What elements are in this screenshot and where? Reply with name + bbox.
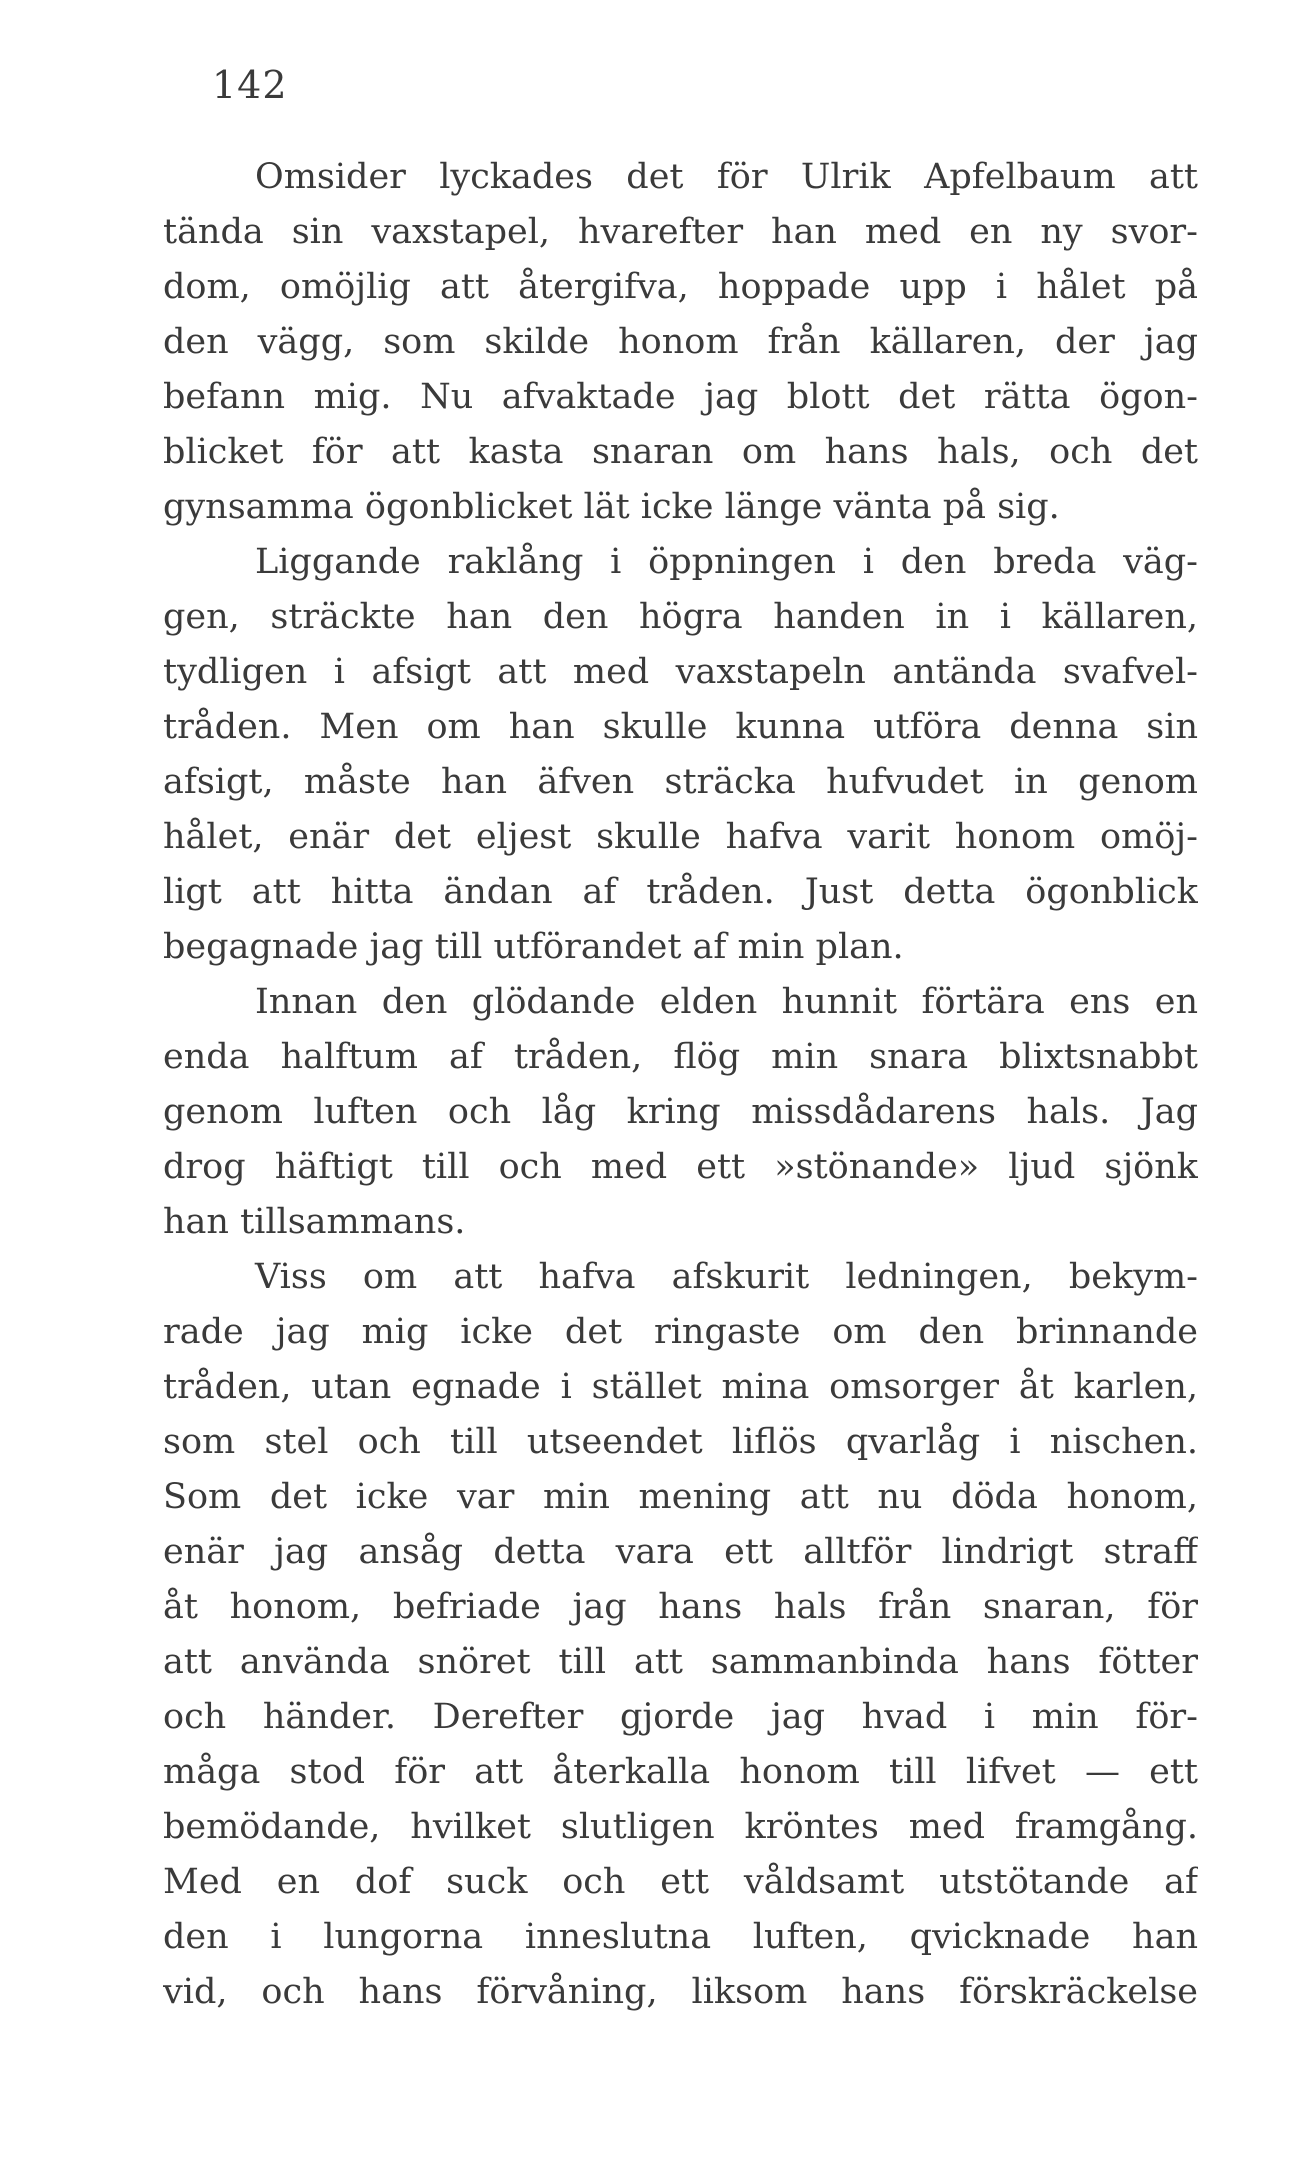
text-line: Liggande raklång i öppningen i den breda väg-	[255, 542, 1198, 582]
text-line: som stel och till utseendet liflös qvarlåg i nischen.	[163, 1422, 1198, 1462]
text-line: tydligen i afsigt att med vaxstapeln antända svafvel-	[163, 652, 1198, 692]
text-line: begagnade jag till utförandet af min plan.	[163, 927, 904, 967]
text-line: enär jag ansåg detta vara ett alltför lindrigt straff	[163, 1532, 1198, 1572]
text-line: afsigt, måste han äfven sträcka hufvudet in genom	[163, 762, 1198, 802]
text-line: Viss om att hafva afskurit ledningen, bekym-	[255, 1257, 1198, 1297]
text-line: och händer. Derefter gjorde jag hvad i min för-	[163, 1697, 1198, 1737]
text-line: vid, och hans förvåning, liksom hans förskräckelse	[163, 1972, 1198, 2012]
text-line: tända sin vaxstapel, hvarefter han med en ny svor-	[163, 212, 1198, 252]
page-number: 142	[212, 63, 288, 107]
text-line: Som det icke var min mening att nu döda honom,	[163, 1477, 1198, 1517]
text-line: befann mig. Nu afvaktade jag blott det rätta ögon-	[163, 377, 1198, 417]
text-line: den i lungorna inneslutna luften, qvicknade han	[163, 1917, 1198, 1957]
text-line: blicket för att kasta snaran om hans hals, och det	[163, 432, 1198, 472]
text-line: dom, omöjlig att återgifva, hoppade upp i hålet på	[163, 267, 1198, 307]
text-line: Innan den glödande elden hunnit förtära ens en	[255, 982, 1198, 1022]
text-line: bemödande, hvilket slutligen kröntes med framgång.	[163, 1807, 1198, 1847]
text-line: Med en dof suck och ett våldsamt utstötande af	[163, 1862, 1198, 1902]
text-line: gynsamma ögonblicket lät icke länge vänta på sig.	[163, 487, 1060, 527]
text-line: tråden. Men om han skulle kunna utföra denna sin	[163, 707, 1198, 747]
text-line: att använda snöret till att sammanbinda hans fötter	[163, 1642, 1198, 1682]
text-line: hålet, enär det eljest skulle hafva varit honom omöj-	[163, 817, 1198, 857]
text-line: han tillsammans.	[163, 1202, 466, 1242]
text-line: drog häftigt till och med ett »stönande» ljud sjönk	[163, 1147, 1198, 1187]
text-line: tråden, utan egnade i stället mina omsorger åt karlen,	[163, 1367, 1198, 1407]
text-line: gen, sträckte han den högra handen in i källaren,	[163, 597, 1198, 637]
text-line: Omsider lyckades det för Ulrik Apfelbaum att	[255, 157, 1198, 197]
text-line: den vägg, som skilde honom från källaren, der jag	[163, 322, 1198, 362]
text-line: måga stod för att återkalla honom till lifvet — ett	[163, 1752, 1198, 1792]
body-text	[163, 150, 1198, 2020]
text-line: åt honom, befriade jag hans hals från snaran, för	[163, 1587, 1198, 1627]
text-line: ligt att hitta ändan af tråden. Just detta ögonblick	[163, 872, 1198, 912]
text-line: enda halftum af tråden, flög min snara blixtsnabbt	[163, 1037, 1198, 1077]
text-line: genom luften och låg kring missdådarens hals. Jag	[163, 1092, 1198, 1132]
text-line: rade jag mig icke det ringaste om den brinnande	[163, 1312, 1198, 1352]
